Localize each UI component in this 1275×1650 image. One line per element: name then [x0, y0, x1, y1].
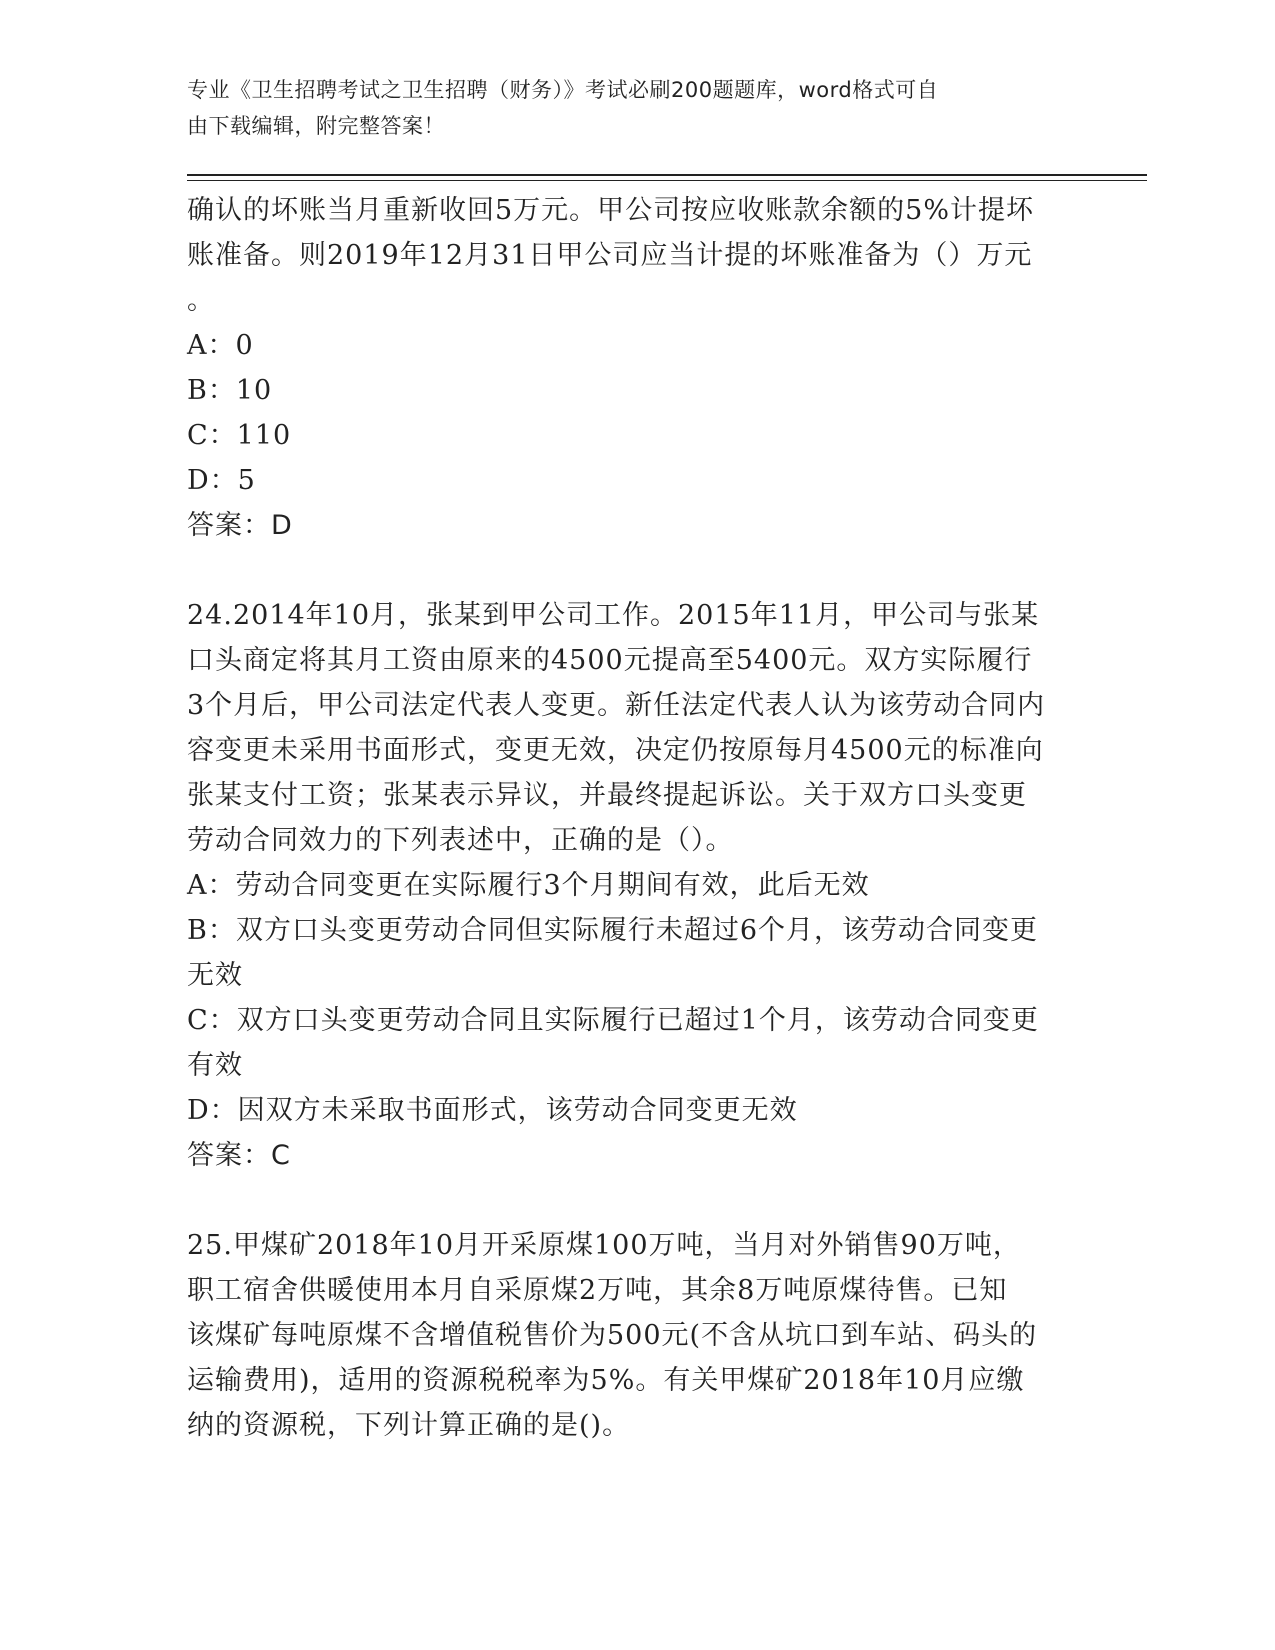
option-d: D：因双方未采取书面形式，该劳动合同变更无效	[187, 1095, 798, 1126]
header-rule-thin	[187, 180, 1147, 181]
question-text: 运输费用)，适用的资源税税率为5%。有关甲煤矿2018年10月应缴	[187, 1365, 1025, 1396]
question-text: 确认的坏账当月重新收回5万元。甲公司按应收账款余额的5%计提坏	[187, 195, 1035, 226]
question-text: 纳的资源税，下列计算正确的是()。	[187, 1410, 631, 1441]
option-c: C：110	[187, 420, 292, 451]
question-text: 24.2014年10月，张某到甲公司工作。2015年11月，甲公司与张某	[187, 600, 1040, 631]
option-b: B：10	[187, 375, 273, 406]
header-line: 专业《卫生招聘考试之卫生招聘（财务）》考试必刷200题题库，word格式可自	[187, 78, 939, 102]
question-text: 张某支付工资；张某表示异议，并最终提起诉讼。关于双方口头变更	[187, 780, 1027, 811]
option-a: A：0	[187, 330, 254, 361]
document-body	[187, 188, 1087, 1448]
question-text: 口头商定将其月工资由原来的4500元提高至5400元。双方实际履行	[187, 645, 1033, 676]
answer: 答案：C	[187, 1140, 291, 1171]
question-text: 3个月后，甲公司法定代表人变更。新任法定代表人认为该劳动合同内	[187, 690, 1046, 721]
question-text: 。	[187, 285, 215, 316]
question-text: 25.甲煤矿2018年10月开采原煤100万吨，当月对外销售90万吨，	[187, 1230, 1021, 1261]
option-b: B：双方口头变更劳动合同但实际履行未超过6个月，该劳动合同变更	[187, 915, 1039, 946]
header-line: 由下载编辑，附完整答案！	[187, 114, 445, 138]
option-d: D：5	[187, 465, 256, 496]
question-23	[187, 188, 1087, 548]
option-b-cont: 无效	[187, 960, 243, 991]
question-text: 劳动合同效力的下列表述中，正确的是（）。	[187, 825, 734, 856]
option-c: C：双方口头变更劳动合同且实际履行已超过1个月，该劳动合同变更	[187, 1005, 1039, 1036]
question-25	[187, 1223, 1087, 1448]
answer: 答案：D	[187, 510, 293, 541]
question-24	[187, 593, 1087, 1178]
question-text: 容变更未采用书面形式，变更无效，决定仍按原每月4500元的标准向	[187, 735, 1044, 766]
option-a: A：劳动合同变更在实际履行3个月期间有效，此后无效	[187, 870, 870, 901]
header-rule	[187, 174, 1147, 176]
document-header	[187, 72, 1067, 144]
question-text: 账准备。则2019年12月31日甲公司应当计提的坏账准备为（）万元	[187, 240, 1033, 271]
question-text: 职工宿舍供暖使用本月自采原煤2万吨，其余8万吨原煤待售。已知	[187, 1275, 1008, 1306]
option-c-cont: 有效	[187, 1050, 243, 1081]
question-text: 该煤矿每吨原煤不含增值税售价为500元(不含从坑口到车站、码头的	[187, 1320, 1038, 1351]
